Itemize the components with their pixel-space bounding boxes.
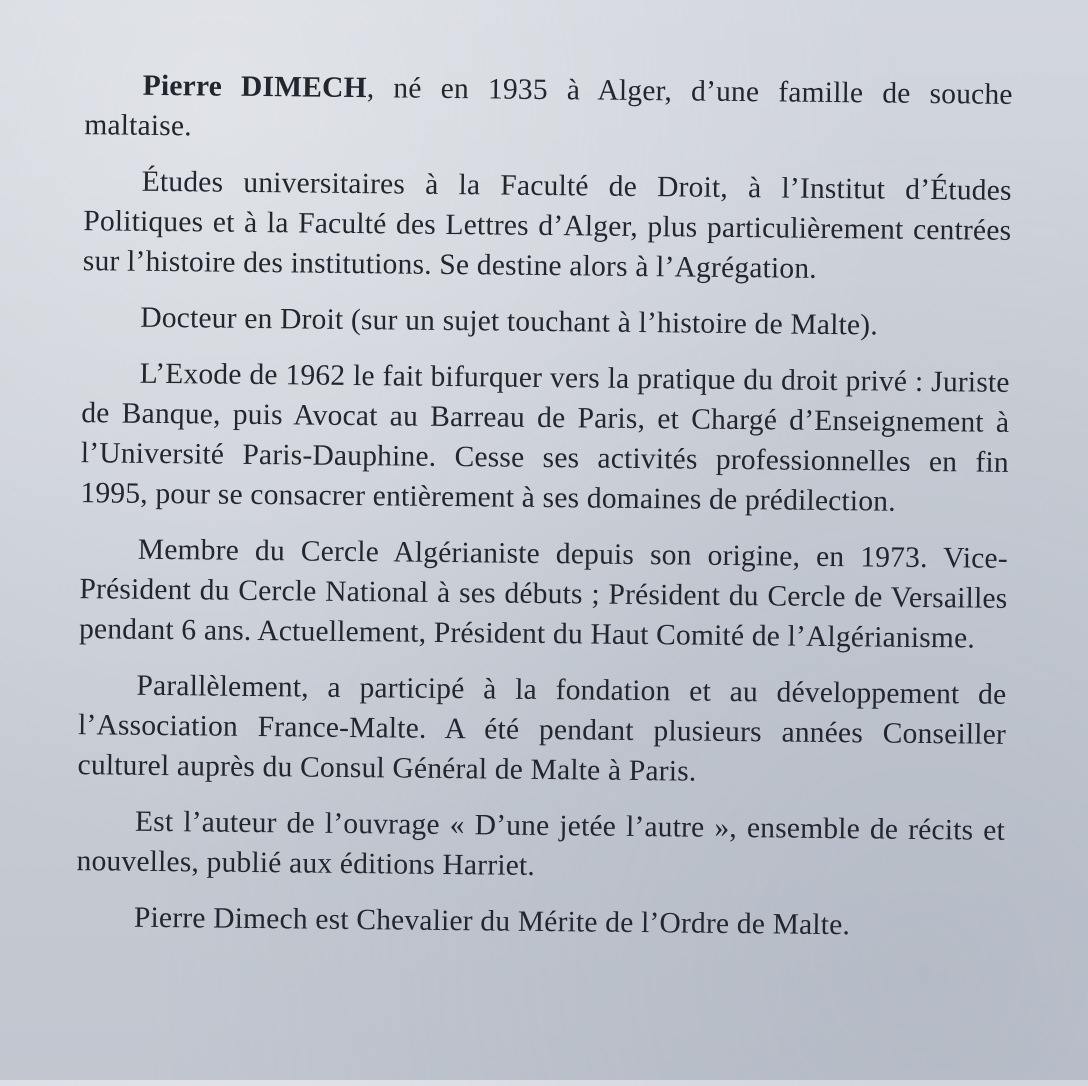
bio-paragraph-author-work: Est l’auteur de l’ouvrage « D’une jetée l’autre », ensemble de récits et nouvelles, publié aux éditions Harriet.	[76, 805, 1006, 882]
author-name: Pierre DIMECH	[142, 69, 367, 105]
bio-paragraph-career: L’Exode de 1962 le fait bifurquer vers la pratique du droit privé : Juriste de Banque, puis Avocat au Barreau de Paris, et Chargé d’Enseignement à l’Université Paris-Dauphine. Cesse ses activités professionnelles en fin 1995, pour se consacrer entièrement à ses domaines de prédilection.	[80, 357, 1010, 518]
bio-paragraph-birth	[84, 65, 1013, 155]
bio-paragraph-studies: Études universitaires à la Faculté de Droit, à l’Institut d’Études Politiques et à la Faculté des Lettres d’Alger, plus particulièrement centrées sur l’histoire des institutions. Se destine alors à l’Agrégation.	[82, 165, 1012, 285]
bio-paragraph-doctorate: Docteur en Droit (sur un sujet touchant à l’histoire de Malte).	[140, 301, 879, 342]
bio-paragraph-france-malte: Parallèlement, a participé à la fondation et au développement de l’Association France-Malte. A été pendant plusieurs années Conseiller culturel auprès du Consul Général de Malte à Paris.	[77, 669, 1007, 788]
bio-paragraph-cercle: Membre du Cercle Algérianiste depuis son origine, en 1973. Vice-Président du Cercle National à ses débuts ; Président du Cercle de Versailles pendant 6 ans. Actuellement, Président du Haut Comité de l’Algérianisme.	[78, 533, 1008, 655]
author-biography	[76, 65, 1013, 947]
bio-paragraph-honor: Pierre Dimech est Chevalier du Mérite de l’Ordre de Malte.	[133, 901, 851, 942]
birth-text: , né en 1935 à Alger, d’une famille de souche maltaise.	[84, 72, 1013, 143]
